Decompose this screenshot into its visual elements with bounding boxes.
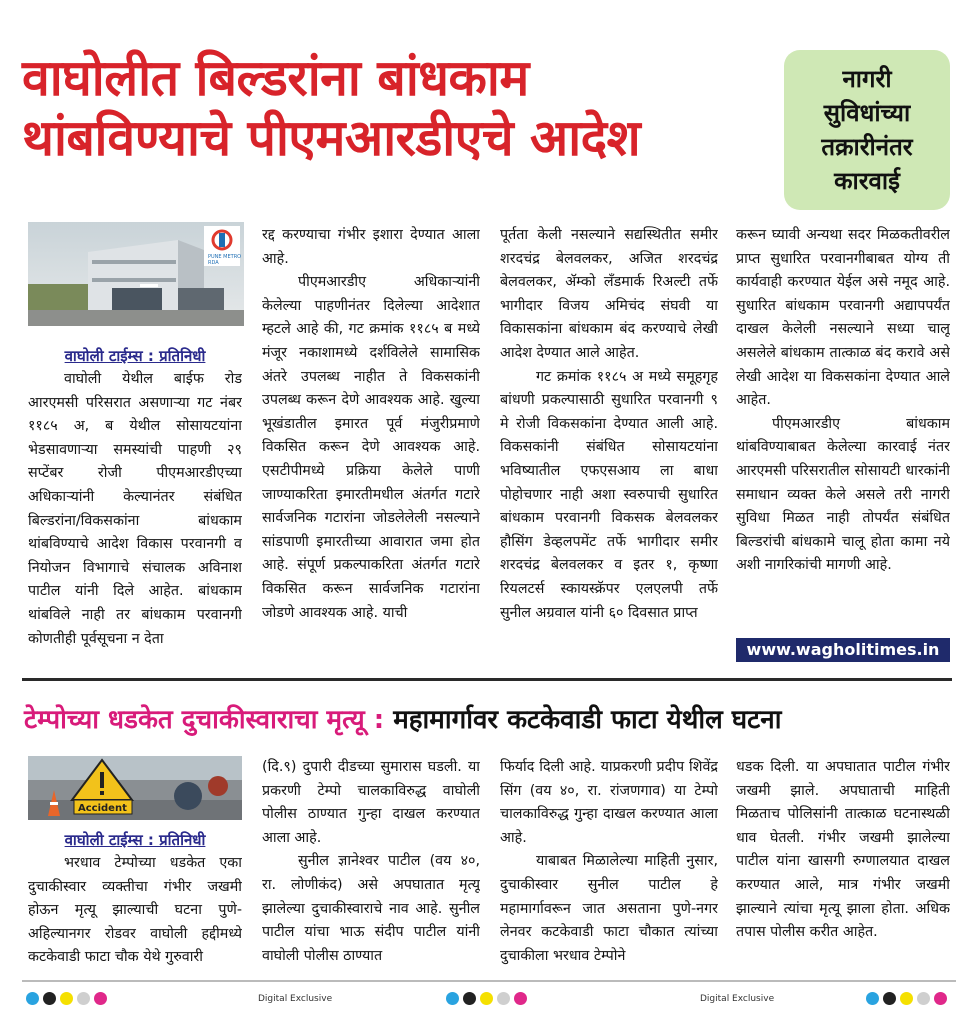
- article1-column-2: [262, 224, 480, 670]
- registration-dot: [514, 992, 527, 1005]
- section-divider: [22, 678, 952, 681]
- article1-paragraph: गट क्रमांक ११८५ अ मध्ये समूहगृह बांधणी प्रकल्पासाठी सुधारित परवानगी ९ मे रोजी विकसकांना देण्यात आली आहे. विकसकांनी संबंधित सोसायटयांना भविष्यातील एफएसआय ला बाधा पोहोचणार नाही अशा स्वरुपाची सुधारित बांधकाम परवानगी विकसक बेलवलकर हौसिंग डेव्हलपमेंट तर्फे भागीदार समीर शरदचंद्र बेलवलकर व इतर १, कृष्णा रियलटर्स स्कायस्क्रॅपर एलएलपी तर्फे सुनील अग्रवाल यांनी ६० दिवसात प्राप्त: [500, 368, 718, 621]
- accident-sign-photo: [28, 756, 242, 820]
- article1-paragraph: पीएमआरडीए अधिकाऱ्यांनी केलेल्या पाहणीनंतर दिलेल्या आदेशात म्हटले आहे की, गट क्रमांक ११८५ ब मध्ये मंजूर नकाशामध्ये दर्शविलेले सामासिक अंतरे उपलब्ध नाहीत ते विकसकांनी उपलब्ध करून देणे आवश्यक आहे. खुल्या भूखंडातील इमारत पूर्व मंजुरीप्रमाणे विकसित करून देणे आवश्यक आहे. एसटीपीमध्ये प्रक्रिया केलेले पाणी जाण्याकरिता इमारतीमधील अंतर्गत गटारे सार्वजनिक गटारांना जोडलेलेली नसल्याने सांडपाणी इमारतीच्या आवारात जमा होत आहे. संपूर्ण प्रकल्पाकरिता अंतर्गत गटारे विकसित करून सार्वजनिक गटारांना जोडणे आवश्यक आहे. याची: [262, 274, 480, 621]
- article1-subhead-box: [784, 50, 950, 210]
- registration-dot: [60, 992, 73, 1005]
- registration-dot: [866, 992, 879, 1005]
- registration-dot: [917, 992, 930, 1005]
- article2-column-4: [736, 756, 950, 976]
- digital-exclusive-label: Digital Exclusive: [258, 994, 333, 1004]
- article1-paragraph: वाघोली येथील बाईफ रोड आरएमसी परिसरात असणाऱ्या गट नंबर ११८५ अ, ब येथील सोसायटयांना भेडसावणाऱ्या समस्यांची पाहणी २९ सप्टेंबर रोजी पीएमआरडीएच्या अधिकाऱ्यांनी केल्यानंतर संबंधित बिल्डरांना/विकसकांना बांधकाम थांबविण्याचे आदेश विकास परवानगी व नियोजन विभागाचे संचालक अविनाश पाटील यांनी दिले आहेत. बांधकाम थांबविले नाही तर बांधकाम परवानगी कोणतीही पूर्वसूचना न देता: [28, 371, 242, 647]
- article1-paragraph: पीएमआरडीए बांधकाम थांबविण्याबाबत केलेल्या कारवाई नंतर आरएमसी परिसरातील सोसायटी धारकांनी समाधान व्यक्त केले असले तरी नागरी सुविधा मिळत नाही तोपर्यंत संबंधित बिल्डरांची बांधकामे चालू होता कामा नये अशी नागरिकांची मागणी आहे.: [736, 415, 950, 574]
- accident-sign-label: Accident: [78, 803, 127, 814]
- article2-paragraph: (दि.९) दुपारी दीडच्या सुमारास घडली. या प्रकरणी टेम्पो चालकाविरुद्ध वाघोली पोलीस ठाण्यात गुन्हा दाखल करण्यात आला आहे.: [262, 759, 480, 846]
- registration-dot: [883, 992, 896, 1005]
- article2-headline-part2: महामार्गावर कटकेवाडी फाटा येथील घटना: [393, 705, 782, 735]
- article2-headline-part1: टेम्पोच्या धडकेत दुचाकीस्वाराचा मृत्यू :: [24, 705, 385, 735]
- color-registration-marks: [866, 992, 947, 1005]
- registration-dot: [463, 992, 476, 1005]
- article2-column-3: [500, 756, 718, 976]
- photo-logo-text: PUNE METRO RDA: [208, 254, 242, 266]
- article1-headline-line2: थांबविण्याचे पीएमआरडीएचे आदेश: [22, 109, 641, 167]
- article2-paragraph: धडक दिली. या अपघातात पाटील गंभीर जखमी झाले. अपघाताची माहिती मिळताच पोलिसांनी तात्काळ घटनास्थळी धाव घेतली. गंभीर जखमी झालेल्या पाटील यांना खासगी रुग्णालयात दाखल करण्यात आले, मात्र गंभीर जखमी झाल्याने त्यांचा मृत्यू झाला होता. अधिक तपास पोलीस करीत आहेत.: [736, 759, 950, 941]
- registration-dot: [480, 992, 493, 1005]
- registration-dot: [900, 992, 913, 1005]
- color-registration-marks: [446, 992, 527, 1005]
- registration-dot: [934, 992, 947, 1005]
- article2-headline: [24, 700, 954, 740]
- article1-headline: [22, 48, 782, 168]
- article1-headline-line1: वाघोलीत बिल्डरांना बांधकाम: [22, 49, 529, 107]
- digital-exclusive-label: Digital Exclusive: [700, 994, 775, 1004]
- registration-dot: [43, 992, 56, 1005]
- subhead-line: सुविधांच्या: [823, 99, 911, 127]
- article1-byline: वाघोली टाईम्स : प्रतिनिधी: [64, 347, 206, 365]
- registration-dot: [497, 992, 510, 1005]
- article1-column-1: [28, 344, 242, 670]
- registration-dot: [77, 992, 90, 1005]
- article1-column-3: [500, 224, 718, 670]
- article2-column-2: [262, 756, 480, 976]
- registration-dot: [26, 992, 39, 1005]
- article1-paragraph: करून घ्यावी अन्यथा सदर मिळकतीवरील प्राप्त सुधारित परवानगीबाबत योग्य ती कार्यवाही करण्यात येईल असे नमूद आहे. सुधारित बांधकाम परवानगी अद्यापपर्यंत दाखल केलेली नसल्याने सध्या चालू असलेले बांधकाम तात्काळ बंद करावे असे लेखी आदेश या विकसकांना देण्यात आले आहेत.: [736, 227, 950, 409]
- color-registration-marks: [26, 992, 107, 1005]
- article2-column-1: [28, 828, 242, 976]
- pmrda-building-photo: [28, 222, 244, 326]
- article2-paragraph: सुनील ज्ञानेश्वर पाटील (वय ४०, रा. लोणीकंद) असे अपघातात मृत्यू झालेल्या दुचाकीस्वाराचे नाव आहे. सुनील पाटील यांचा भाऊ संदीप पाटील यांनी वाघोली पोलीस ठाण्यात: [262, 853, 480, 964]
- article2-paragraph: भरधाव टेम्पोच्या धडकेत एका दुचाकीस्वार व्यक्तीचा गंभीर जखमी होऊन मृत्यू झाल्याची घटना पुणे-अहिल्यानगर रोडवर वाघोली हद्दीमध्ये कटकेवाडी फाटा चौक येथे गुरुवारी: [28, 855, 242, 966]
- footer-rule: [22, 980, 956, 982]
- subhead-line: कारवाई: [834, 167, 900, 195]
- subhead-line: तक्रारीनंतर: [821, 133, 913, 161]
- subhead-line: नागरी: [842, 65, 892, 93]
- article1-paragraph: रद्द करण्याचा गंभीर इशारा देण्यात आला आहे.: [262, 227, 480, 267]
- article2-paragraph: फिर्याद दिली आहे. याप्रकरणी प्रदीप शिवेंद्र सिंग (वय ४०, रा. रांजणगाव) या टेम्पो चालकाविरुद्ध गुन्हा दाखल करण्यात आला आहे.: [500, 759, 718, 846]
- article1-column-4: [736, 224, 950, 636]
- registration-dot: [446, 992, 459, 1005]
- website-link[interactable]: www.wagholitimes.in: [736, 638, 950, 662]
- registration-dot: [94, 992, 107, 1005]
- article1-paragraph: पूर्तता केली नसल्याने सद्यस्थितीत समीर शरदचंद्र बेलवलकर, अजित शरदचंद्र बेलवलकर, ॲम्को लँडमार्क रिअल्टी तर्फे भागीदार विजय अमिचंद संघवी या विकासकांना बांधकाम बंद करण्याचे लेखी आदेश देण्यात आले आहेत.: [500, 227, 718, 361]
- article2-byline: वाघोली टाईम्स : प्रतिनिधी: [64, 831, 206, 849]
- article2-paragraph: याबाबत मिळालेल्या माहिती नुसार, दुचाकीस्वार सुनील पाटील हे महामार्गावरून जात असताना पुणे-नगर लेनवर कटकेवाडी फाटा चौकात त्यांच्या दुचाकीला भरधाव टेम्पोने: [500, 853, 718, 964]
